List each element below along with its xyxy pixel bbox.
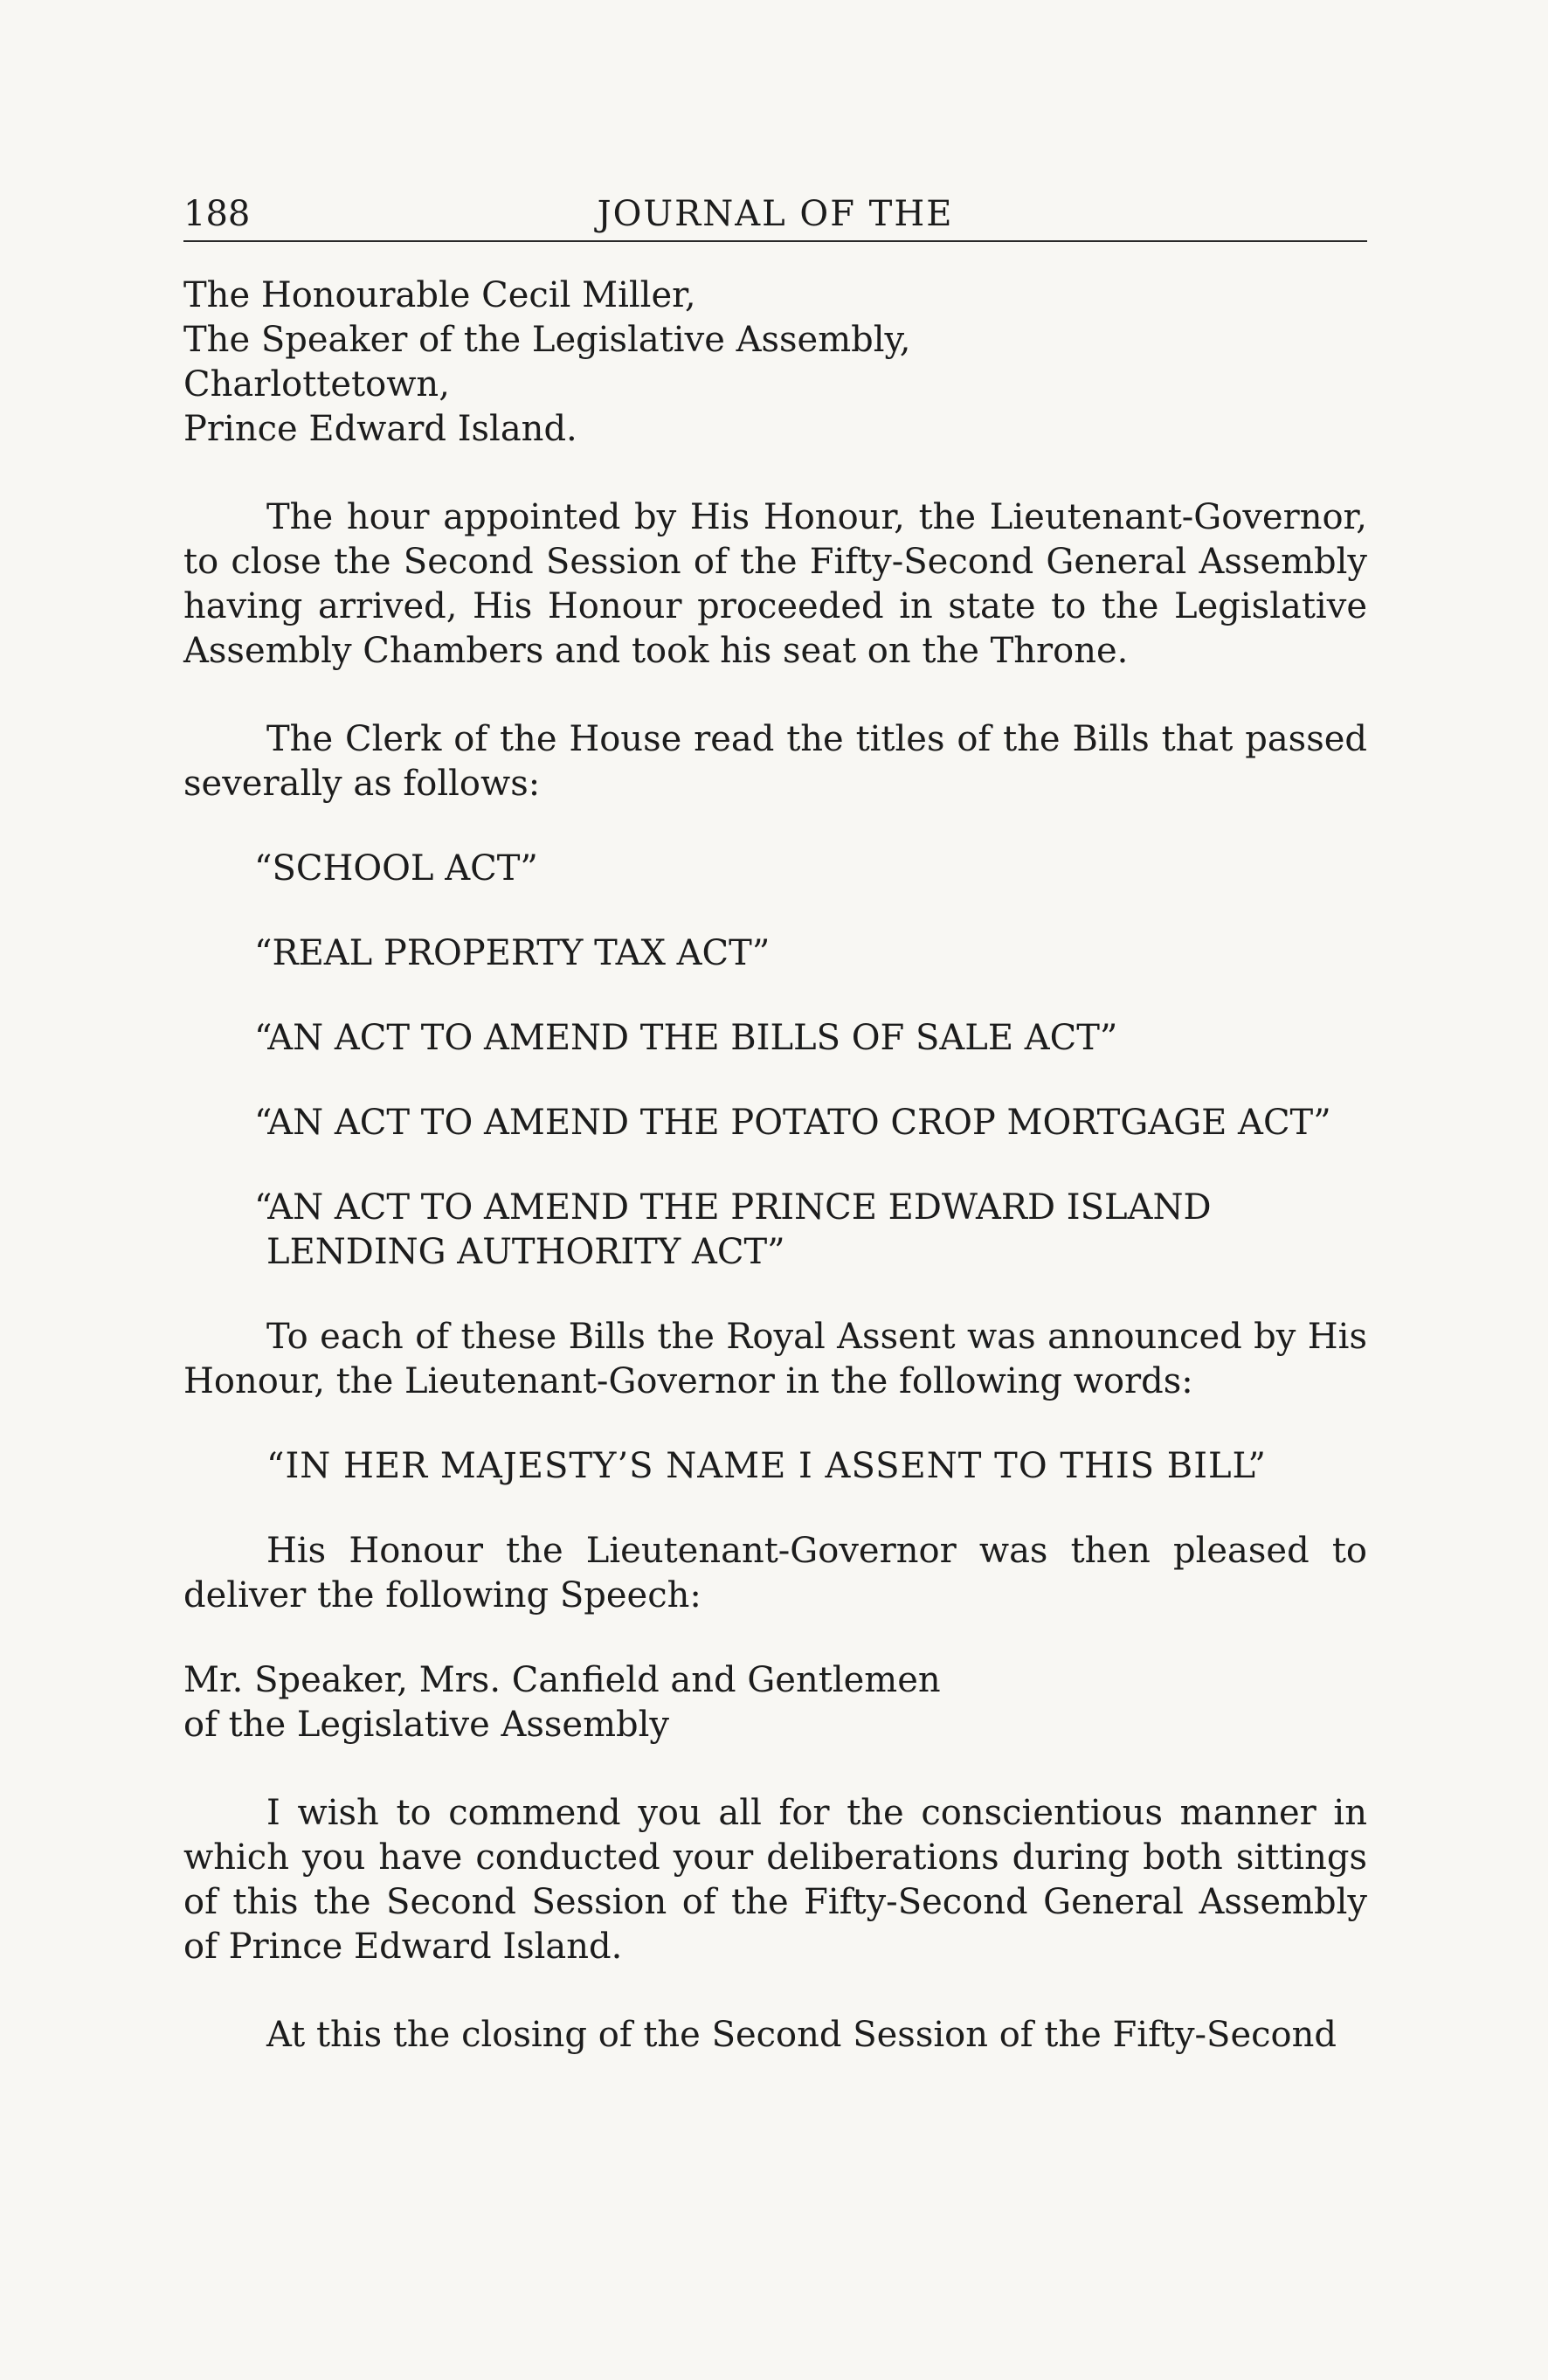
bill-title: “REAL PROPERTY TAX ACT” <box>254 933 771 973</box>
address-block <box>183 273 1367 452</box>
paragraph-commendation: I wish to commend you all for the conscientious manner in which you have conducted your deliberations during both sittings of this the Second Session of the Fifty-Second General Assembly of Prince Edward Island. <box>183 1793 1367 1967</box>
journal-page <box>183 192 1367 2058</box>
page-header <box>183 192 1367 242</box>
paragraph-closing-start: At this the closing of the Second Session of the Fifty-Second <box>266 2015 1337 2055</box>
address-line: The Honourable Cecil Miller, <box>183 275 696 315</box>
bill-title: “AN ACT TO AMEND THE PRINCE EDWARD ISLAND LENDING AUTHORITY ACT” <box>254 1187 1212 1272</box>
bill-title: “SCHOOL ACT” <box>254 848 538 889</box>
paragraph-clerk-reads: The Clerk of the House read the titles of the Bills that passed severally as follows: <box>183 719 1367 804</box>
bill-title: “AN ACT TO AMEND THE POTATO CROP MORTGAGE ACT” <box>254 1103 1331 1143</box>
address-line: Charlottetown, <box>183 364 450 405</box>
paragraph-royal-assent: To each of these Bills the Royal Assent was announced by His Honour, the Lieutenant-Governor in the following words: <box>183 1317 1367 1401</box>
page-number: 188 <box>183 194 251 234</box>
address-line: Prince Edward Island. <box>183 409 577 449</box>
paragraph-closing-ceremony: The hour appointed by His Honour, the Lieutenant-Governor, to close the Second Session of the Fifty-Second General Assembly having arrived, His Honour proceeded in state to the Legislative Assembly Chambers and took his seat on the Throne. <box>183 497 1367 671</box>
paragraph-speech-intro: His Honour the Lieutenant-Governor was then pleased to deliver the following Speech: <box>183 1531 1367 1615</box>
address-line: The Speaker of the Legislative Assembly, <box>183 320 911 360</box>
bill-title: “AN ACT TO AMEND THE BILLS OF SALE ACT” <box>254 1018 1118 1058</box>
salutation-line: Mr. Speaker, Mrs. Canfield and Gentlemen <box>183 1660 941 1700</box>
salutation-block <box>183 1658 1367 1747</box>
running-title: JOURNAL OF THE <box>597 194 954 234</box>
assent-formula: “IN HER MAJESTY’S NAME I ASSENT TO THIS BILL” <box>266 1446 1267 1486</box>
salutation-line: of the Legislative Assembly <box>183 1705 670 1745</box>
